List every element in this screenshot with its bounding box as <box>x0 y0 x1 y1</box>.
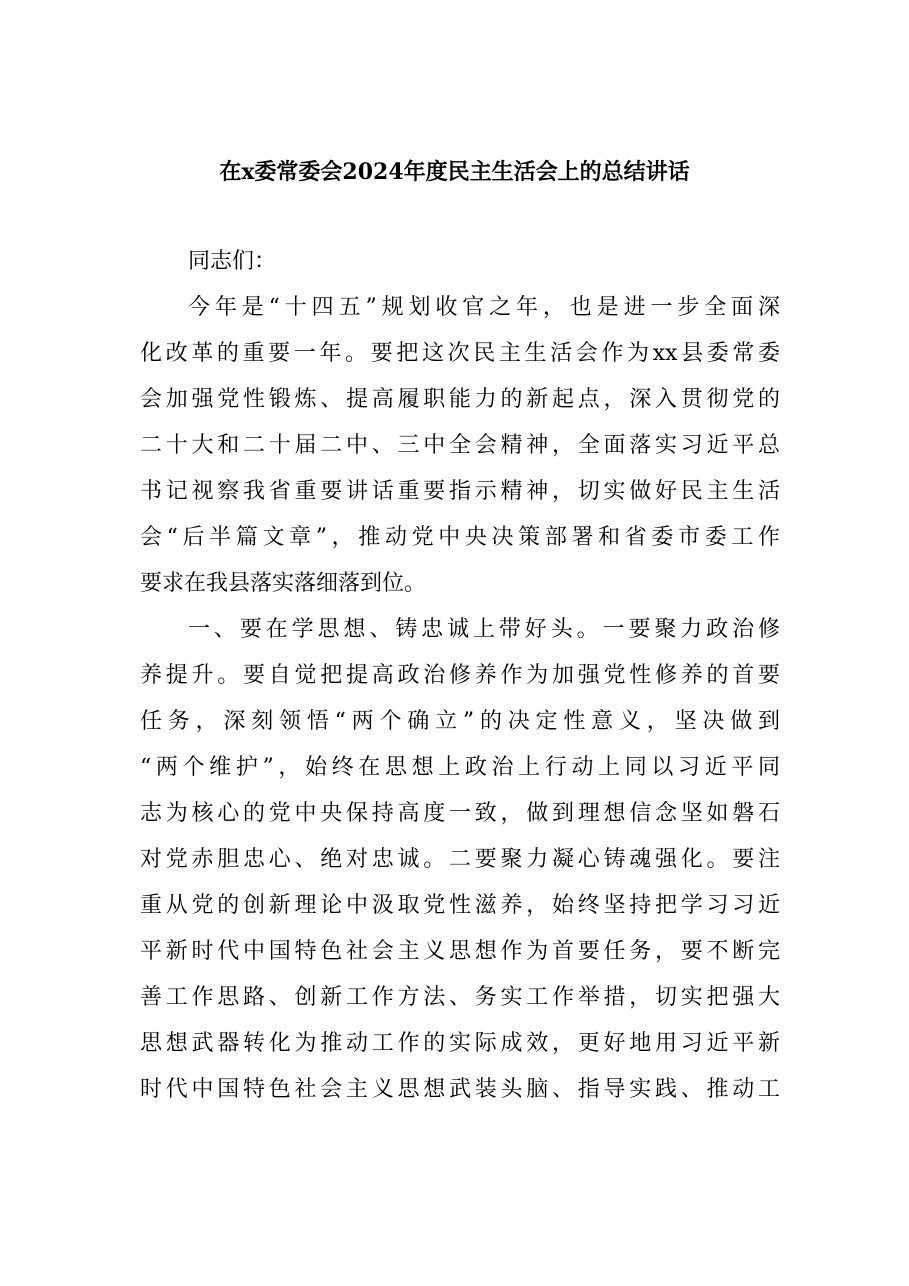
text-line: 要求在我县落实落细落到位。 <box>140 571 427 596</box>
text-line: 重从党的创新理论中汲取党性滋养，始终坚持把学习习近 <box>140 893 780 918</box>
text-line: 对党赤胆忠心、绝对忠诚。二要聚力凝心铸魂强化。要注 <box>140 847 780 872</box>
text-line: 平新时代中国特色社会主义思想作为首要任务，要不断完 <box>140 939 780 964</box>
text-line: 志为核心的党中央保持高度一致，做到理想信念坚如磐石 <box>140 801 780 826</box>
page-title: 在x委常委会2024年度民主生活会上的总结讲话 <box>219 159 690 185</box>
text-line: 同志们： <box>188 249 277 274</box>
text-line: 会加强党性锻炼、提高履职能力的新起点，深入贯彻党的 <box>140 387 780 412</box>
text-line: 书记视察我省重要讲话重要指示精神，切实做好民主生活 <box>140 479 780 504</box>
text-line: 思想武器转化为推动工作的实际成效，更好地用习近平新 <box>140 1031 780 1056</box>
text-line: 养提升。要自觉把提高政治修养作为加强党性修养的首要 <box>140 663 780 688</box>
text-line: 善工作思路、创新工作方法、务实工作举措，切实把强大 <box>140 985 780 1010</box>
text-line: 今年是“十四五”规划收官之年，也是进一步全面深 <box>188 295 780 320</box>
document-body <box>140 239 780 1113</box>
text-line: 一、要在学思想、铸忠诚上带好头。一要聚力政治修 <box>188 617 780 642</box>
text-line: 时代中国特色社会主义思想武装头脑、指导实践、推动工 <box>140 1077 780 1102</box>
text-line: 二十大和二十届二中、三中全会精神，全面落实习近平总 <box>140 433 780 458</box>
text-line: “两个维护”，始终在思想上政治上行动上同以习近平同 <box>140 755 780 780</box>
text-line: 会“后半篇文章”，推动党中央决策部署和省委市委工作 <box>140 525 780 550</box>
text-line: 化改革的重要一年。要把这次民主生活会作为xx县委常委 <box>140 341 780 366</box>
text-line: 任务，深刻领悟“两个确立”的决定性意义，坚决做到 <box>140 709 780 734</box>
